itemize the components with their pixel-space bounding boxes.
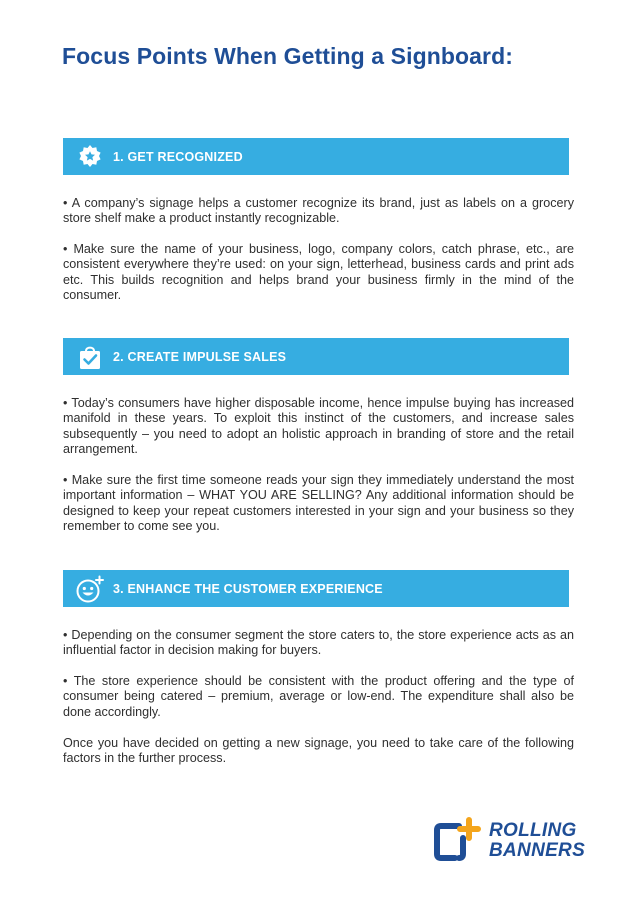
section-heading: 3. ENHANCE THE CUSTOMER EXPERIENCE — [113, 581, 383, 596]
star-badge-icon — [75, 142, 105, 172]
paragraph: • Make sure the name of your business, logo, company colors, catch phrase, etc., are consistent everywhere they’re used: on your sign, letterhead, business cards and print ads etc. This builds recognition and helps brand your business firmly in the mind of the consumer. — [63, 242, 574, 303]
logo-mark-icon — [433, 816, 481, 867]
paragraph: • The store experience should be consistent with the product offering and the type of consumer being catered – premium, average or low-end. The expenditure shall also be done accordingly. — [63, 674, 574, 719]
section-banner-get-recognized — [63, 138, 569, 175]
paragraph: • A company’s signage helps a customer recognize its brand, just as labels on a grocery store shelf make a product instantly recognizable. — [63, 196, 574, 226]
section-heading: 1. GET RECOGNIZED — [113, 149, 243, 164]
paragraph: • Make sure the first time someone reads your sign they immediately understand the most important information – WHAT YOU ARE SELLING? Any additional information should be designed to keep your repeat customers interested in your sign and your business so they remember to come see you. — [63, 473, 574, 534]
smiley-plus-icon — [75, 574, 105, 604]
paragraph: • Depending on the consumer segment the store caters to, the store experience acts as an influential factor in decision making for buyers. — [63, 628, 574, 658]
page-title: Focus Points When Getting a Signboard: — [62, 43, 514, 69]
section-banner-enhance-customer-experience — [63, 570, 569, 607]
section-heading: 2. CREATE IMPULSE SALES — [113, 349, 287, 364]
shopping-bag-check-icon — [75, 342, 105, 372]
logo-text-banners: BANNERS — [489, 840, 586, 861]
paragraph: • Today’s consumers have higher disposable income, hence impulse buying has increased manifold in these years. To exploit this instinct of the customers, and increase sales subsequently – you need to adopt an holistic approach in branding of store and the retail arrangement. — [63, 396, 574, 457]
rolling-banners-logo — [433, 818, 588, 864]
logo-text-rolling: ROLLING — [489, 820, 577, 841]
section-banner-create-impulse-sales — [63, 338, 569, 375]
paragraph: Once you have decided on getting a new signage, you need to take care of the following factors in the further process. — [63, 736, 574, 766]
